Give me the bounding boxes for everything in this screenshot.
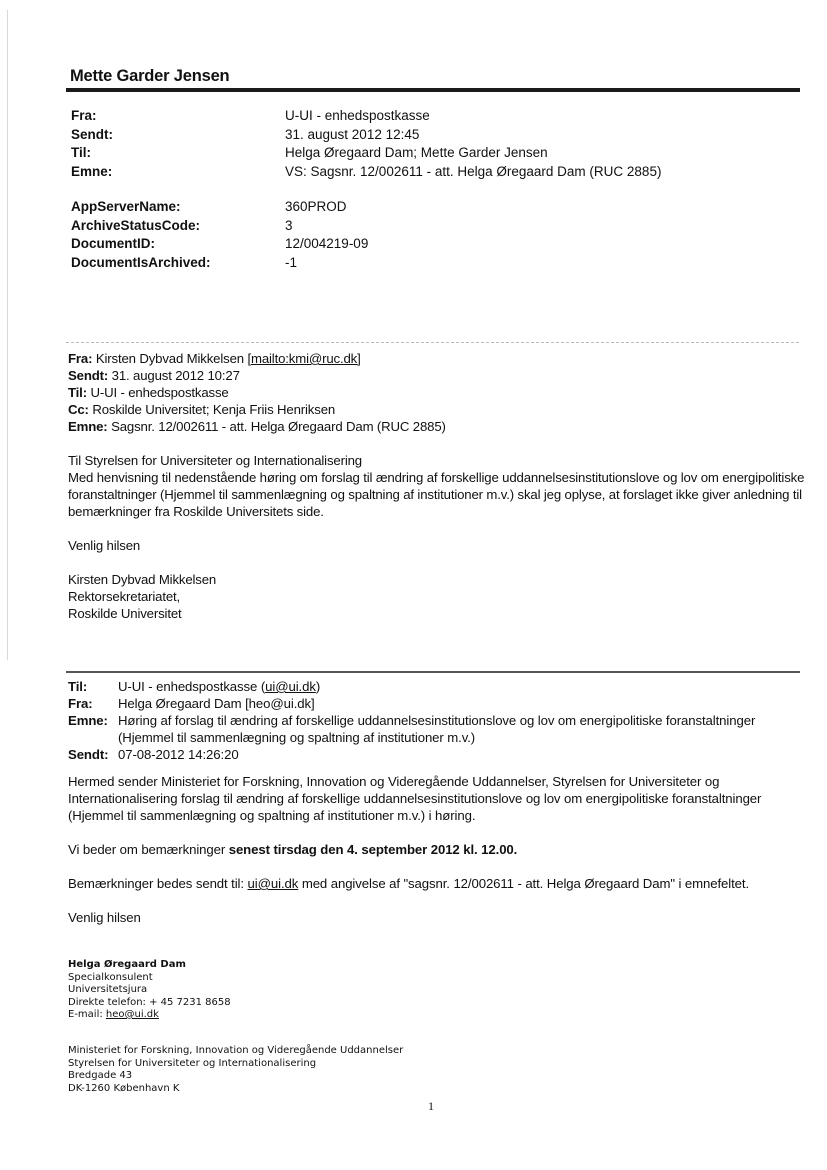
msg1-body: Med henvisning til nedenstående høring om forslag til ændring af forskellige uddannelsesinstitutionslove og lov om energipolitiske foranstaltninger (Hjemmel til sammenlægning og spaltning af institutioner m.v.) skal jeg oplyse, at forslaget ikke giver anledning til bemærkninger fra Roskilde Universitets side. xyxy=(68,470,805,519)
msg1-subject-value: Sagsnr. 12/002611 - att. Helga Øregaard Dam (RUC 2885) xyxy=(111,419,446,434)
mailbox-owner-name: Mette Garder Jensen xyxy=(70,67,230,85)
msg1-to-value: U-UI - enhedspostkasse xyxy=(90,385,229,400)
msg2-signature-title: Specialkonsulent xyxy=(68,971,153,983)
header-value: 31. august 2012 12:45 xyxy=(285,126,420,142)
msg1-signature-name: Kirsten Dybvad Mikkelsen xyxy=(68,572,217,587)
msg2-instructions-prefix: Bemærkninger bedes sendt til: xyxy=(68,876,248,891)
msg1-from-value: Kirsten Dybvad Mikkelsen xyxy=(95,351,244,366)
msg1-cc-value: Roskilde Universitet; Kenja Friis Henriksen xyxy=(92,402,336,417)
msg1-from-label: Fra: xyxy=(68,351,93,366)
meta-value: 3 xyxy=(285,217,293,233)
msg2-signature-phone: Direkte telefon: + 45 7231 8658 xyxy=(68,996,231,1008)
msg1-from xyxy=(68,350,808,367)
reply-message xyxy=(68,350,808,622)
msg2-instructions-suffix: med angivelse af "sagsnr. 12/002611 - att. Helga Øregaard Dam" i emnefeltet. xyxy=(298,876,750,891)
header-value: U-UI - enhedspostkasse xyxy=(285,108,430,123)
msg1-greeting: Venlig hilsen xyxy=(68,538,141,553)
header-label: Sendt: xyxy=(71,126,113,142)
msg1-addressee: Til Styrelsen for Universiteter og Internationalisering xyxy=(68,453,362,468)
owner-divider xyxy=(66,88,800,92)
msg1-to-label: Til: xyxy=(68,385,87,400)
msg2-signature-email-link[interactable]: heo@ui.dk xyxy=(105,1009,159,1020)
msg2-signature xyxy=(68,959,231,1022)
meta-value: 360PROD xyxy=(285,199,347,214)
msg1-signature-org: Roskilde Universitet xyxy=(68,606,182,621)
address-line: Bredgade 43 xyxy=(68,1070,133,1081)
msg2-subject-label: Emne: xyxy=(68,713,108,728)
header-value: VS: Sagsnr. 12/002611 - att. Helga Øregaard Dam (RUC 2885) xyxy=(285,163,662,179)
msg2-paragraph: Hermed sender Ministeriet for Forskning, Innovation og Videregående Uddannelser, Styrelsen for Universiteter og Internationalisering forslag til ændring af forskellige uddannelsesinstitutionslove og lov om energipolitiske foranstaltninger (Hjemmel til sammenlægning og spaltning af institutioner m.v.) i høring. xyxy=(68,774,762,823)
msg2-to-row xyxy=(68,678,768,695)
address-line: Styrelsen for Universiteter og Internationalisering xyxy=(68,1057,317,1069)
msg2-address-block xyxy=(68,1045,403,1095)
msg1-signature-dept: Rektorsekretariatet, xyxy=(68,589,181,604)
msg2-signature-email xyxy=(68,1009,231,1022)
meta-value: -1 xyxy=(285,254,298,270)
message-divider xyxy=(66,342,800,343)
msg1-to xyxy=(68,384,808,401)
page-number: 1 xyxy=(428,1099,434,1113)
msg2-instructions-email-link[interactable]: ui@ui.dk xyxy=(247,876,299,891)
msg1-subject-label: Emne: xyxy=(68,419,108,434)
msg1-cc xyxy=(68,401,808,418)
header-label: Til: xyxy=(71,145,91,160)
original-message-header xyxy=(68,678,768,763)
msg1-sent-value: 31. august 2012 10:27 xyxy=(111,368,240,383)
msg2-deadline xyxy=(68,841,768,858)
msg1-cc-label: Cc: xyxy=(68,402,89,417)
msg2-signature-name: Helga Øregaard Dam xyxy=(68,959,186,970)
msg2-subject-value: Høring af forslag til ændring af forskellige uddannelsesinstitutionslove og lov om energipolitiske foranstaltninger (Hjemmel til sammenlægning og spaltning af institutioner m.v.) xyxy=(118,713,756,745)
msg2-sent-label: Sendt: xyxy=(68,747,109,762)
meta-label: ArchiveStatusCode: xyxy=(71,217,201,233)
header-label: Fra: xyxy=(71,108,97,123)
msg2-sent-row xyxy=(68,746,768,763)
msg2-to-value: U-UI - enhedspostkasse ( xyxy=(118,679,266,694)
address-line: Ministeriet for Forskning, Innovation og Videregående Uddannelser xyxy=(68,1045,404,1056)
msg2-deadline-date: senest tirsdag den 4. september 2012 kl. 12.00. xyxy=(228,842,518,857)
header-value: Helga Øregaard Dam; Mette Garder Jensen xyxy=(285,145,548,160)
msg2-signature-email-label: E-mail: xyxy=(68,1009,106,1020)
msg2-from-value: Helga Øregaard Dam [heo@ui.dk] xyxy=(118,696,315,711)
meta-label: DocumentIsArchived: xyxy=(71,254,211,270)
meta-value: 12/004219-09 xyxy=(285,236,369,251)
msg2-sent-value: 07-08-2012 14:26:20 xyxy=(118,747,239,762)
meta-label: DocumentID: xyxy=(71,236,155,251)
msg2-to-label: Til: xyxy=(68,679,88,694)
msg2-from-label: Fra: xyxy=(68,696,93,711)
msg2-subject-row xyxy=(68,712,768,746)
msg1-sent-label: Sendt: xyxy=(68,368,109,383)
meta-label: AppServerName: xyxy=(71,199,181,214)
msg2-signature-unit: Universitetsjura xyxy=(68,984,148,995)
msg1-subject xyxy=(68,418,808,435)
scan-edge-line xyxy=(7,10,8,660)
msg2-to-email-link[interactable]: ui@ui.dk xyxy=(265,679,316,694)
msg2-greeting: Venlig hilsen xyxy=(68,910,141,925)
msg2-deadline-prefix: Vi beder om bemærkninger xyxy=(68,842,229,857)
header-label: Emne: xyxy=(71,163,113,179)
msg1-from-mailto-link[interactable]: [mailto:kmi@ruc.dk] xyxy=(247,351,361,366)
msg1-sent xyxy=(68,367,808,384)
msg2-instructions xyxy=(68,875,768,892)
msg2-to-close: ) xyxy=(315,679,321,694)
msg2-from-row xyxy=(68,695,768,712)
msg2-body xyxy=(68,773,768,926)
address-line: DK-1260 København K xyxy=(68,1082,180,1094)
forward-divider xyxy=(66,671,800,673)
